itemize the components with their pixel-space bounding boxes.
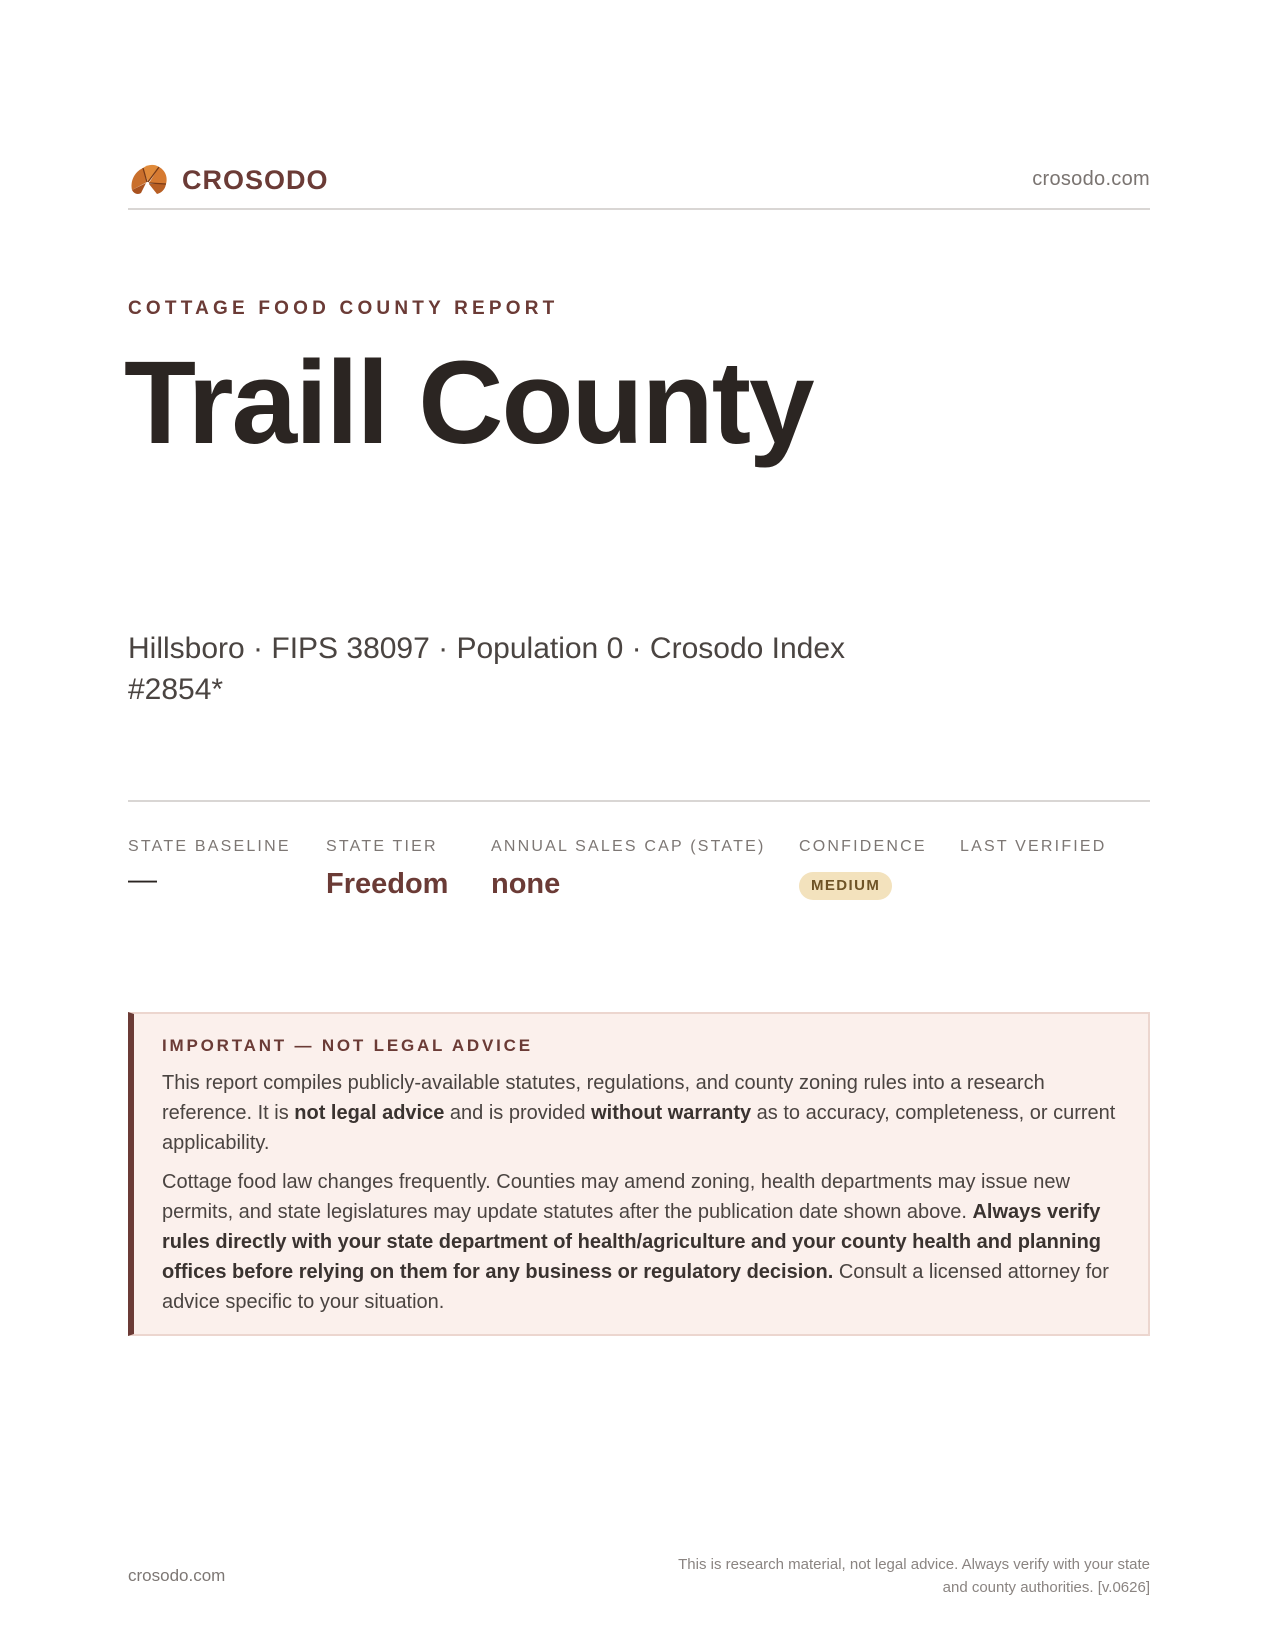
report-page xyxy=(124,0,1150,1650)
stat-label: STATE BASELINE xyxy=(128,838,291,855)
site-url-link[interactable]: crosodo.com xyxy=(1032,168,1150,190)
notice-text: Consult a licensed attorney for advice specific to your situation. xyxy=(162,1261,1109,1313)
stat-label: STATE TIER xyxy=(326,838,438,855)
brand[interactable] xyxy=(128,160,329,200)
brand-name: CROSODO xyxy=(182,164,329,195)
page-header xyxy=(128,158,1150,210)
footer-disclaimer-line: and county authorities. [v.0626] xyxy=(942,1579,1150,1596)
notice-emphasis: without warranty xyxy=(591,1102,752,1124)
footer-url-link[interactable]: crosodo.com xyxy=(128,1566,226,1585)
notice-text: and is provided xyxy=(444,1102,592,1124)
notice-heading: IMPORTANT — NOT LEGAL ADVICE xyxy=(162,1036,533,1055)
stat-state-baseline xyxy=(128,838,291,897)
notice-paragraph xyxy=(162,1068,1122,1158)
confidence-badge: MEDIUM xyxy=(799,872,892,900)
croissant-icon xyxy=(128,160,170,200)
notice-text: Cottage food law changes frequently. Counties may amend zoning, health departments may issue new permits, and state legislatures may update statutes after the publication date shown above. xyxy=(162,1171,1070,1223)
stat-confidence xyxy=(799,838,927,900)
report-eyebrow: COTTAGE FOOD COUNTY REPORT xyxy=(128,298,559,319)
stat-state-tier xyxy=(326,838,448,901)
stat-value: — xyxy=(128,864,157,896)
stats-divider xyxy=(128,800,1150,802)
stat-label: LAST VERIFIED xyxy=(960,838,1107,855)
legal-notice xyxy=(128,1012,1150,1336)
notice-paragraph xyxy=(162,1167,1122,1317)
notice-emphasis: not legal advice xyxy=(294,1102,445,1124)
stat-label: ANNUAL SALES CAP (STATE) xyxy=(491,838,766,855)
page-title: Traill County xyxy=(124,337,813,469)
footer-disclaimer-line: This is research material, not legal advice. Always verify with your state xyxy=(678,1556,1150,1573)
notice-text: as to accuracy, completeness, or current applicability. xyxy=(162,1102,1116,1154)
footer-disclaimer xyxy=(590,1553,1150,1599)
stat-value: Freedom xyxy=(326,868,449,900)
notice-emphasis: Always verify rules directly with your state department of health/agriculture and your county health and planning offices before relying on them for any business or regulatory decision. xyxy=(162,1201,1102,1283)
notice-text: This report compiles publicly-available statutes, regulations, and county zoning rules into a research reference. It is xyxy=(162,1072,1045,1124)
county-subtitle: Hillsboro · FIPS 38097 · Population 0 · Crosodo Index #2854* xyxy=(128,632,846,706)
stat-last-verified xyxy=(960,838,1107,868)
stat-value: none xyxy=(491,868,561,900)
stat-annual-sales-cap xyxy=(491,838,766,901)
stat-label: CONFIDENCE xyxy=(799,838,927,855)
